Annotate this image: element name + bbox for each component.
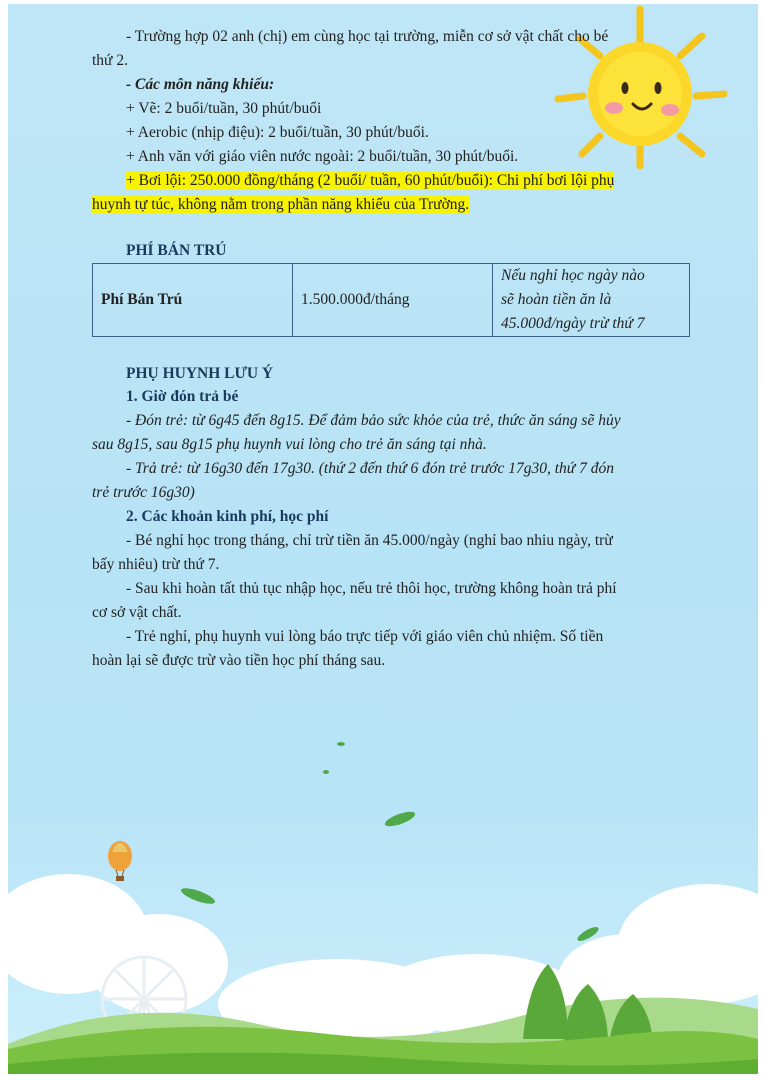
fee-amount-cell: 1.500.000đ/tháng bbox=[293, 264, 493, 337]
note-line: hoàn lại sẽ được trừ vào tiền học phí tháng sau. bbox=[92, 652, 386, 669]
boarding-fee-table bbox=[92, 263, 690, 337]
note-line: - Đón trẻ: từ 6g45 đến 8g15. Để đảm bảo sức khỏe của trẻ, thức ăn sáng sẽ hủy bbox=[126, 412, 621, 429]
fee-note-cell bbox=[493, 264, 690, 337]
fee-name-cell: Phí Bán Trú bbox=[93, 264, 293, 337]
section-heading: 1. Giờ đón trả bé bbox=[126, 388, 239, 405]
fees-line: - Trường hợp 02 anh (chị) em cùng học tại trường, miễn cơ sở vật chất cho bé bbox=[126, 28, 609, 45]
note-line: - Trả trẻ: từ 16g30 đến 17g30. (thứ 2 đến thứ 6 đón trẻ trước 17g30, thứ 7 đón bbox=[126, 460, 614, 477]
talent-item: + Aerobic (nhịp điệu): 2 buổi/tuần, 30 phút/buổi. bbox=[126, 124, 429, 141]
notes-title: PHỤ HUYNH LƯU Ý bbox=[126, 365, 274, 382]
note-line: bấy nhiêu) trừ thứ 7. bbox=[92, 556, 220, 573]
hot-air-balloon-icon bbox=[108, 841, 132, 881]
note-line: cơ sở vật chất. bbox=[92, 604, 182, 621]
talent-item: + Vẽ: 2 buổi/tuần, 30 phút/buổi bbox=[126, 100, 322, 117]
table-row bbox=[93, 264, 690, 337]
swimming-note: + Bơi lội: 250.000 đồng/tháng (2 buổi/ tuần, 60 phút/buổi): Chi phí bơi lội phụ bbox=[126, 172, 615, 189]
fee-note-line: 45.000đ/ngày trừ thứ 7 bbox=[501, 315, 645, 332]
talent-heading: - Các môn năng khiếu: bbox=[126, 76, 275, 93]
fee-note-line: sẽ hoàn tiền ăn là bbox=[501, 291, 612, 308]
note-line: - Bé nghỉ học trong tháng, chỉ trừ tiền ăn 45.000/ngày (nghỉ bao nhiu ngày, trừ bbox=[126, 532, 613, 549]
leaves-decor bbox=[179, 742, 600, 943]
section-heading: 2. Các khoản kinh phí, học phí bbox=[126, 508, 329, 525]
note-line: sau 8g15, sau 8g15 phụ huynh vui lòng cho trẻ ăn sáng tại nhà. bbox=[92, 436, 487, 453]
note-line: - Trẻ nghỉ, phụ huynh vui lòng báo trực tiếp với giáo viên chủ nhiệm. Số tiền bbox=[126, 628, 604, 645]
fees-line: thứ 2. bbox=[92, 52, 128, 69]
swimming-note: huynh tự túc, không nằm trong phần năng khiếu của Trường. bbox=[92, 196, 470, 213]
talent-item: + Anh văn với giáo viên nước ngoài: 2 buổi/tuần, 30 phút/buổi. bbox=[126, 148, 519, 165]
boarding-title: PHÍ BÁN TRÚ bbox=[126, 242, 227, 259]
fee-note-line: Nếu nghỉ học ngày nào bbox=[501, 267, 645, 284]
note-line: - Sau khi hoàn tất thủ tục nhập học, nếu trẻ thôi học, trường không hoàn trả phí bbox=[126, 580, 617, 597]
note-line: trẻ trước 16g30) bbox=[92, 484, 195, 501]
